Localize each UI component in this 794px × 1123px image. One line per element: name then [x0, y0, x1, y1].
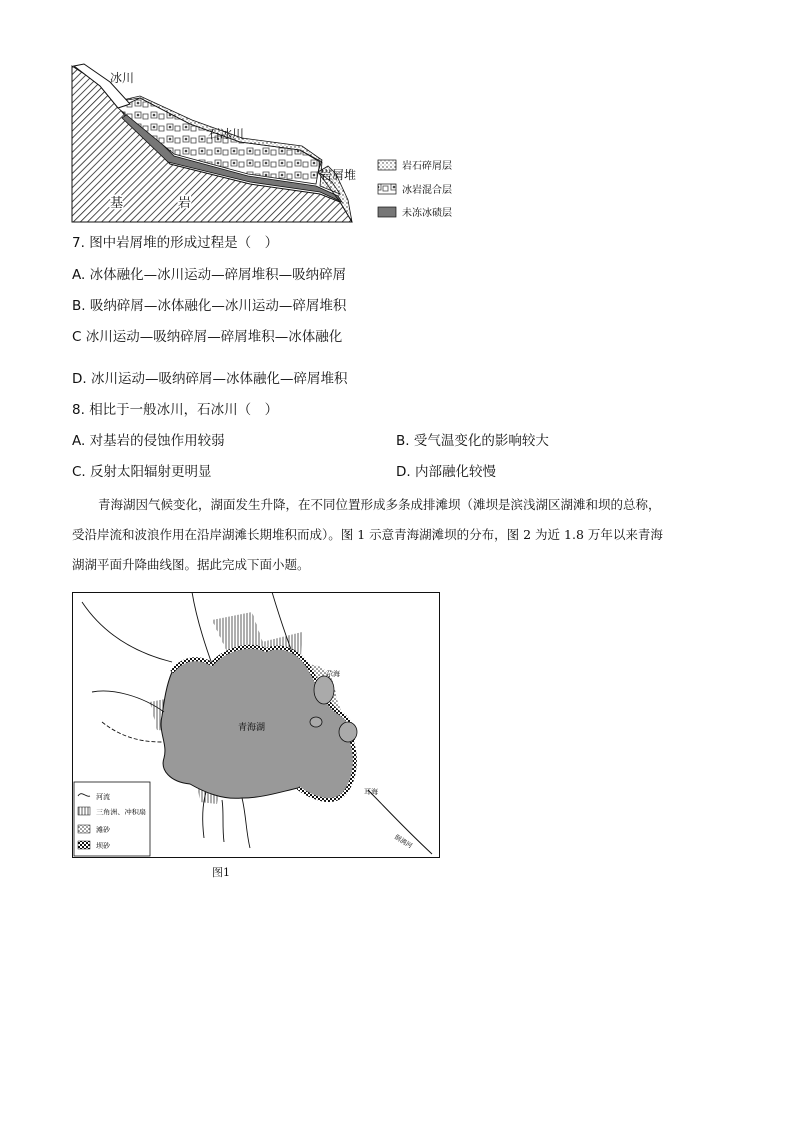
river-name-label: 倒淌河 [392, 832, 414, 851]
question-text: 图中岩屑堆的形成过程是（ ） [89, 235, 279, 251]
passage-line: 湖湖平面升降曲线图。据此完成下面小题。 [72, 557, 310, 572]
question-number: 8. [72, 402, 85, 418]
bedrock-label-1: 基 [110, 196, 124, 211]
question-7-option-d[interactable]: D. 冰川运动—吸纳碎屑—冰体融化—碎屑堆积 [72, 371, 348, 387]
erhai-label: 耳海 [364, 788, 378, 796]
legend-delta-label: 三角洲、冲积扇 [96, 808, 142, 816]
legend-bar-sand-swatch [78, 841, 90, 849]
legend-beach-sand-swatch [78, 825, 90, 833]
rock-glacier-diagram [70, 62, 460, 224]
haiyan-label: 尕海 [326, 670, 340, 678]
qinghai-lake-map [72, 592, 440, 858]
passage-line: 青海湖因气候变化，湖面发生升降，在不同位置形成多条成排滩坝（滩坝是滨浅湖区湖滩和坝的总称， [98, 497, 661, 512]
question-7-option-b[interactable]: B. 吸纳碎屑—冰体融化—冰川运动—碎屑堆积 [72, 298, 347, 314]
legend-label-ice-rock: 冰岩混合层 [402, 185, 452, 196]
passage-line: 受沿岸流和波浪作用在沿岸湖滩长期堆积而成）。图 1 示意青海湖滩坝的分布，图 2 为近 1.8 万年以来青海 [72, 527, 663, 542]
legend-delta-swatch [78, 807, 90, 815]
glacier-label: 冰川 [110, 71, 135, 85]
question-8-stem [72, 401, 278, 419]
legend-swatch-ice-rock [378, 184, 396, 194]
question-number: 7. [72, 235, 85, 251]
legend-beach-sand-label: 滩砂 [96, 826, 110, 834]
lake-name-label: 青海湖 [238, 723, 266, 733]
question-text: 相比于一般冰川，石冰川（ ） [89, 402, 279, 418]
question-8-option-c[interactable]: C. 反射太阳辐射更明显 [72, 464, 212, 480]
question-8-option-d[interactable]: D. 内部融化较慢 [396, 464, 496, 480]
legend-label-debris: 岩石碎屑层 [402, 161, 452, 172]
question-7-stem [72, 234, 278, 252]
bedrock-label-2: 岩 [178, 196, 192, 211]
question-7-option-a[interactable]: A. 冰体融化—冰川运动—碎屑堆积—吸纳碎屑 [72, 267, 347, 283]
legend-bar-sand-label: 坝砂 [96, 842, 110, 850]
question-8-option-a[interactable]: A. 对基岩的侵蚀作用较弱 [72, 433, 225, 449]
debris-pile-label: 岩屑堆 [320, 168, 357, 182]
legend-river-label: 河流 [96, 793, 110, 801]
legend-swatch-debris [378, 160, 396, 170]
figure-1-caption: 图1 [212, 866, 230, 879]
legend-swatch-moraine [378, 207, 396, 217]
legend-label-moraine: 未冻冰碛层 [402, 208, 452, 219]
question-7-option-c[interactable]: C 冰川运动—吸纳碎屑—碎屑堆积—冰体融化 [72, 329, 343, 345]
question-8-option-b[interactable]: B. 受气温变化的影响较大 [396, 433, 549, 449]
rock-glacier-label: 石冰川 [208, 127, 245, 141]
passage [72, 490, 732, 580]
